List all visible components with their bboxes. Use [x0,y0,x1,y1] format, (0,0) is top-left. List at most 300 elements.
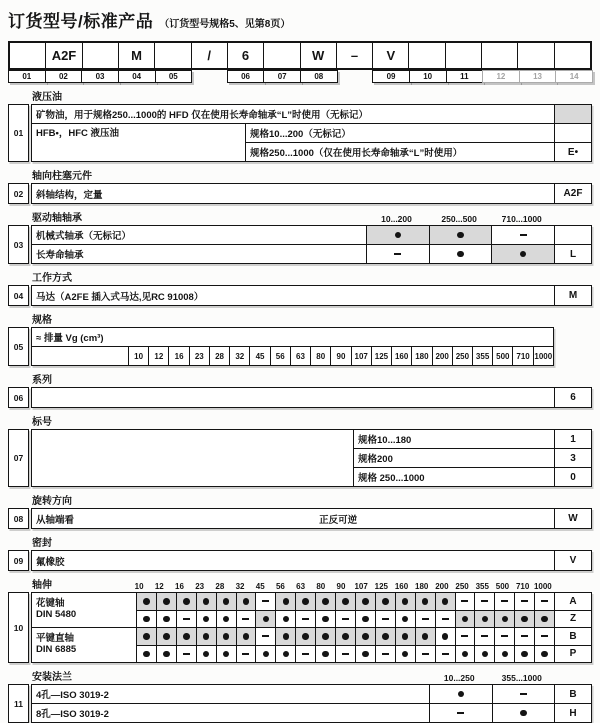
section-04-title: 工作方式 [32,273,72,284]
availability-cell [236,593,256,610]
available-dot-icon [395,232,402,239]
code-cell: 6 [554,388,591,407]
size-column-header: 63 [296,582,306,591]
availability-cell [534,628,554,645]
blank-cell [32,347,128,365]
not-available-dash-icon [501,600,508,602]
not-available-dash-icon [481,600,488,602]
available-dot-icon [402,633,409,640]
availability-cell [375,646,395,663]
availability-cell [435,611,455,628]
availability-cell [534,593,554,610]
availability-cell [375,593,395,610]
size-column-header: 355 [475,582,489,591]
section-02-body [8,183,592,204]
size-column-header: 180 [415,582,429,591]
section-05-table [31,327,554,366]
size-value-cell: 1000 [533,347,553,365]
table-row [136,628,591,645]
availability-cell [429,245,492,263]
code-segment-07 [264,43,300,68]
not-available-dash-icon [242,618,249,620]
section-07-id: 07 [8,429,29,487]
availability-cell [156,593,176,610]
code-cell: P [554,646,591,663]
availability-cell [514,611,534,628]
availability-cell [255,646,275,663]
available-dot-icon [183,598,190,605]
available-dot-icon [163,616,170,623]
table-row [136,610,591,628]
section-06-header [32,373,592,386]
blank-cell [32,430,353,486]
not-available-dash-icon [242,653,249,655]
section-03-table [31,225,592,264]
viewed-on-shaft-text: 从轴端看 [36,514,75,526]
size-column-header: 80 [316,582,326,591]
size-range-header: 355...1000 [501,673,542,683]
availability-cell [196,611,216,628]
bent-axis-label: 斜轴结构，定量 [36,189,103,201]
code-position-12: 12 [482,70,520,83]
table-rowpair [32,430,591,486]
availability-cell [335,628,355,645]
section-08-title: 旋转方向 [32,496,72,507]
availability-cells [136,646,554,663]
available-dot-icon [541,616,548,623]
section-11-body [8,684,592,723]
code-cell: E• [554,143,591,161]
available-dot-icon [457,251,464,258]
code-cell [554,124,591,142]
availability-cell [136,646,156,663]
section-08-table [31,508,592,529]
available-dot-icon [243,633,250,640]
availability-cell [295,593,315,610]
section-rotation-direction [8,494,592,529]
available-dot-icon [521,651,528,658]
model-code-table [8,41,592,70]
size-column-header: 16 [175,582,184,591]
size-column-header: 710 [515,582,530,591]
availability-cell [156,646,176,663]
not-available-dash-icon [461,635,468,637]
section-07-title: 标号 [32,417,52,428]
availability-cell [455,646,475,663]
available-dot-icon [263,651,270,658]
fluid-size-10-200-label: 规格10...200（无标记） [245,124,554,142]
not-available-dash-icon [342,618,349,620]
available-dot-icon [382,598,389,605]
available-dot-icon [402,616,409,623]
code-segment-08: W [301,43,337,68]
reversible-label: 正反可逆 [319,514,358,526]
table-row [32,328,553,346]
long-life-bearing-label: 长寿命轴承 [36,250,84,261]
fluid-mineral-oil-label: 矿物油，用于规格250...1000的 HFD 仅在使用长寿命轴承“L”时使用（无标记） [36,110,369,121]
availability-cell [366,245,429,263]
section-02-header [32,169,592,182]
availability-cell [494,611,514,628]
availability-cell [395,611,415,628]
size-value-cell: 500 [492,347,512,365]
available-dot-icon [342,598,349,605]
code-segment-13 [518,43,554,68]
section-03-id: 03 [8,225,29,264]
code-segment-04: M [119,43,155,68]
section-index [8,415,592,487]
code-cell: H [554,704,591,722]
available-dot-icon [462,616,469,623]
available-dot-icon [362,651,369,658]
size-range-header: 710...1000 [501,214,542,224]
table-row [32,105,591,123]
available-dot-icon [362,616,369,623]
code-segment-06: 6 [228,43,264,68]
available-dot-icon [223,651,230,658]
availability-cell [315,611,335,628]
not-available-dash-icon [262,635,269,637]
section-06-title: 系列 [32,375,52,386]
section-06-id: 06 [8,387,29,408]
parallel-key-shaft-label [32,628,136,662]
availability-cell [335,611,355,628]
availability-cell [196,593,216,610]
section-09-id: 09 [8,550,29,571]
section-02-title: 轴向柱塞元件 [32,171,92,182]
availability-cell [415,628,435,645]
availability-cell [474,628,494,645]
available-dot-icon [322,651,329,658]
available-dot-icon [223,616,230,623]
not-available-dash-icon [394,253,401,255]
code-segment-02: A2F [46,43,82,68]
splined-shaft-din: DIN 5480 [36,609,77,620]
section-10-body [8,592,592,663]
fluid-size-250-1000-label: 规格250...1000（仅在使用长寿命轴承“L”时使用） [245,143,554,161]
available-dot-icon [143,616,150,623]
size-values [128,347,553,365]
size-column-header: 45 [255,582,265,591]
section-10-table [31,592,592,663]
model-code-position-numbers [8,70,592,83]
not-available-dash-icon [382,653,389,655]
available-dot-icon [163,598,170,605]
code-segment-14 [555,43,590,68]
available-dot-icon [422,633,429,640]
available-dot-icon [263,616,270,623]
code-position-14: 14 [555,70,593,83]
size-column-header: 1000 [533,582,552,591]
availability-cell [429,704,492,722]
available-dot-icon [203,633,210,640]
availability-cells [136,593,554,610]
size-value-cell: 23 [189,347,209,365]
title-row [8,7,592,32]
available-dot-icon [322,616,329,623]
not-available-dash-icon [520,234,527,236]
availability-cell [492,704,555,722]
available-dot-icon [322,633,329,640]
section-03-size-columns [365,214,553,224]
index-size-200-label: 规格200 [353,449,554,467]
section-08-body [8,508,592,529]
not-available-dash-icon [422,653,429,655]
availability-cell [216,646,236,663]
size-value-cell: 90 [330,347,350,365]
availability-cell [395,593,415,610]
code-cell [554,226,591,244]
series-blank-label [32,388,554,407]
not-available-dash-icon [541,600,548,602]
availability-cell [315,593,335,610]
availability-cell [395,646,415,663]
availability-cell [415,646,435,663]
availability-cell [492,685,555,703]
four-hole-flange-label: 4孔—ISO 3019-2 [36,690,109,701]
availability-cell [355,628,375,645]
availability-cell [375,628,395,645]
code-position-10: 10 [409,70,447,83]
availability-cell [455,611,475,628]
size-column-header: 160 [394,582,409,591]
available-dot-icon [302,598,309,605]
available-dot-icon [458,691,465,698]
availability-cell [216,611,236,628]
code-position-09: 09 [372,70,410,83]
code-cell: A [554,593,591,610]
size-value-cell: 107 [351,347,371,365]
splined-shaft-group [32,593,591,627]
table-row [32,184,591,203]
available-dot-icon [143,598,150,605]
code-segment-separator: – [337,43,373,68]
not-available-dash-icon [461,600,468,602]
available-dot-icon [442,633,449,640]
code-position-spacer [337,70,373,83]
size-value-cell: 355 [472,347,492,365]
availability-cell [494,628,514,645]
availability-cell [474,646,494,663]
code-segment-01 [10,43,46,68]
code-segment-12 [482,43,518,68]
code-cell: A2F [554,184,591,203]
section-11-title: 安装法兰 [32,672,72,683]
section-04-body [8,285,592,306]
table-row [353,430,591,448]
section-01-header [32,90,592,103]
availability-cells [136,611,554,628]
size-column-header: 23 [195,582,205,591]
section-axial-piston-unit [8,169,592,204]
availability-cell [395,628,415,645]
available-dot-icon [223,598,230,605]
eight-hole-flange-label: 8孔—ISO 3019-2 [36,709,109,720]
code-position-spacer [191,70,227,83]
table-row [32,226,591,244]
availability-cell [176,646,196,663]
section-seals [8,536,592,571]
section-11-id: 11 [8,684,29,723]
availability-cell [255,593,275,610]
not-available-dash-icon [541,635,548,637]
availability-cell [315,628,335,645]
splined-shaft-name: 花键轴 [36,598,65,610]
table-row [245,124,591,142]
availability-cell [176,593,196,610]
code-position-11: 11 [446,70,484,83]
available-dot-icon [283,616,290,623]
available-dot-icon [183,633,190,640]
size-column-header: 12 [154,582,164,591]
availability-cell [136,611,156,628]
section-08-header [32,494,592,507]
available-dot-icon [342,633,349,640]
section-06-table [31,387,592,408]
available-dot-icon [457,232,464,239]
availability-cell [216,628,236,645]
availability-cells [429,685,554,703]
section-07-header [32,415,592,428]
size-column-header: 107 [354,582,368,591]
available-dot-icon [223,633,230,640]
code-cell: 0 [554,468,591,486]
table-row [32,551,591,570]
availability-cell [176,611,196,628]
section-size [8,313,592,366]
not-available-dash-icon [342,653,349,655]
available-dot-icon [203,616,210,623]
size-value-cell: 45 [249,347,269,365]
section-09-header [32,536,592,549]
not-available-dash-icon [422,618,429,620]
parallel-key-shaft-name: 平键直轴 [36,633,75,645]
section-03-header [32,211,592,224]
section-04-table [31,285,592,306]
available-dot-icon [322,598,329,605]
section-11-table [31,684,592,723]
availability-cell [491,226,554,244]
not-available-dash-icon [481,635,488,637]
index-subrows [353,430,591,486]
section-09-title: 密封 [32,538,52,549]
available-dot-icon [163,651,170,658]
size-range-header: 10...250 [443,673,475,683]
code-position-08: 08 [300,70,338,83]
table-row [32,244,591,263]
index-size-10-180-label: 规格10...180 [353,430,554,448]
not-available-dash-icon [521,600,528,602]
size-value-cell: 160 [391,347,411,365]
size-column-header: 56 [275,582,285,591]
size-column-header: 90 [336,582,346,591]
availability-cell [455,593,475,610]
size-value-cell: 63 [290,347,310,365]
availability-cell [295,628,315,645]
available-dot-icon [143,633,150,640]
available-dot-icon [482,651,489,658]
code-cell: B [554,628,591,645]
fluid-hfb-hfc-label: HFB•，HFC 液压油 [36,128,120,139]
not-available-dash-icon [302,653,309,655]
code-segment-05 [155,43,191,68]
code-cell [554,105,591,123]
available-dot-icon [521,616,528,623]
not-available-dash-icon [183,653,190,655]
size-value-cell: 16 [168,347,188,365]
size-value-cell: 12 [148,347,168,365]
available-dot-icon [520,251,527,258]
size-value-cell: 10 [128,347,148,365]
table-row [245,142,591,161]
section-02-id: 02 [8,183,29,204]
code-segment-03 [83,43,119,68]
available-dot-icon [482,616,489,623]
availability-cell [534,611,554,628]
availability-cell [494,646,514,663]
section-03-title: 驱动轴轴承 [32,213,82,224]
availability-cells [136,628,554,645]
availability-cell [491,245,554,263]
section-09-body [8,550,592,571]
availability-cell [275,646,295,663]
not-available-dash-icon [457,712,464,714]
section-05-header [32,313,592,326]
not-available-dash-icon [521,635,528,637]
section-01-title: 液压油 [32,92,62,103]
section-10-header [32,578,592,591]
code-cell: W [554,509,591,528]
available-dot-icon [382,633,389,640]
availability-cell [335,593,355,610]
table-row [136,593,591,610]
available-dot-icon [163,633,170,640]
motor-label: 马达（A2FE 插入式马达,见RC 91008） [36,291,204,303]
section-shaft-end [8,578,592,663]
availability-cell [335,646,355,663]
size-value-cell: 32 [229,347,249,365]
section-08-id: 08 [8,508,29,529]
available-dot-icon [541,651,548,658]
availability-cell [435,628,455,645]
available-dot-icon [422,598,429,605]
availability-cell [275,611,295,628]
size-column-header: 125 [374,582,389,591]
available-dot-icon [143,651,150,658]
section-04-header [32,271,592,284]
code-cell: 1 [554,430,591,448]
parallel-key-shaft-rows [136,628,591,662]
available-dot-icon [462,651,469,658]
code-cell: 3 [554,449,591,467]
available-dot-icon [442,598,449,605]
section-drive-shaft-bearing [8,211,592,264]
availability-cell [156,611,176,628]
availability-cell [315,646,335,663]
size-column-header: 32 [235,582,245,591]
size-value-cell: 200 [432,347,452,365]
page-title-note: （订货型号规格5、见第8页） [159,19,291,30]
table-row [353,467,591,486]
section-series [8,373,592,408]
available-dot-icon [283,651,290,658]
section-mounting-flange [8,670,592,723]
availability-cell [375,611,395,628]
available-dot-icon [283,598,290,605]
not-available-dash-icon [442,653,449,655]
availability-cells [366,245,554,263]
not-available-dash-icon [382,618,389,620]
